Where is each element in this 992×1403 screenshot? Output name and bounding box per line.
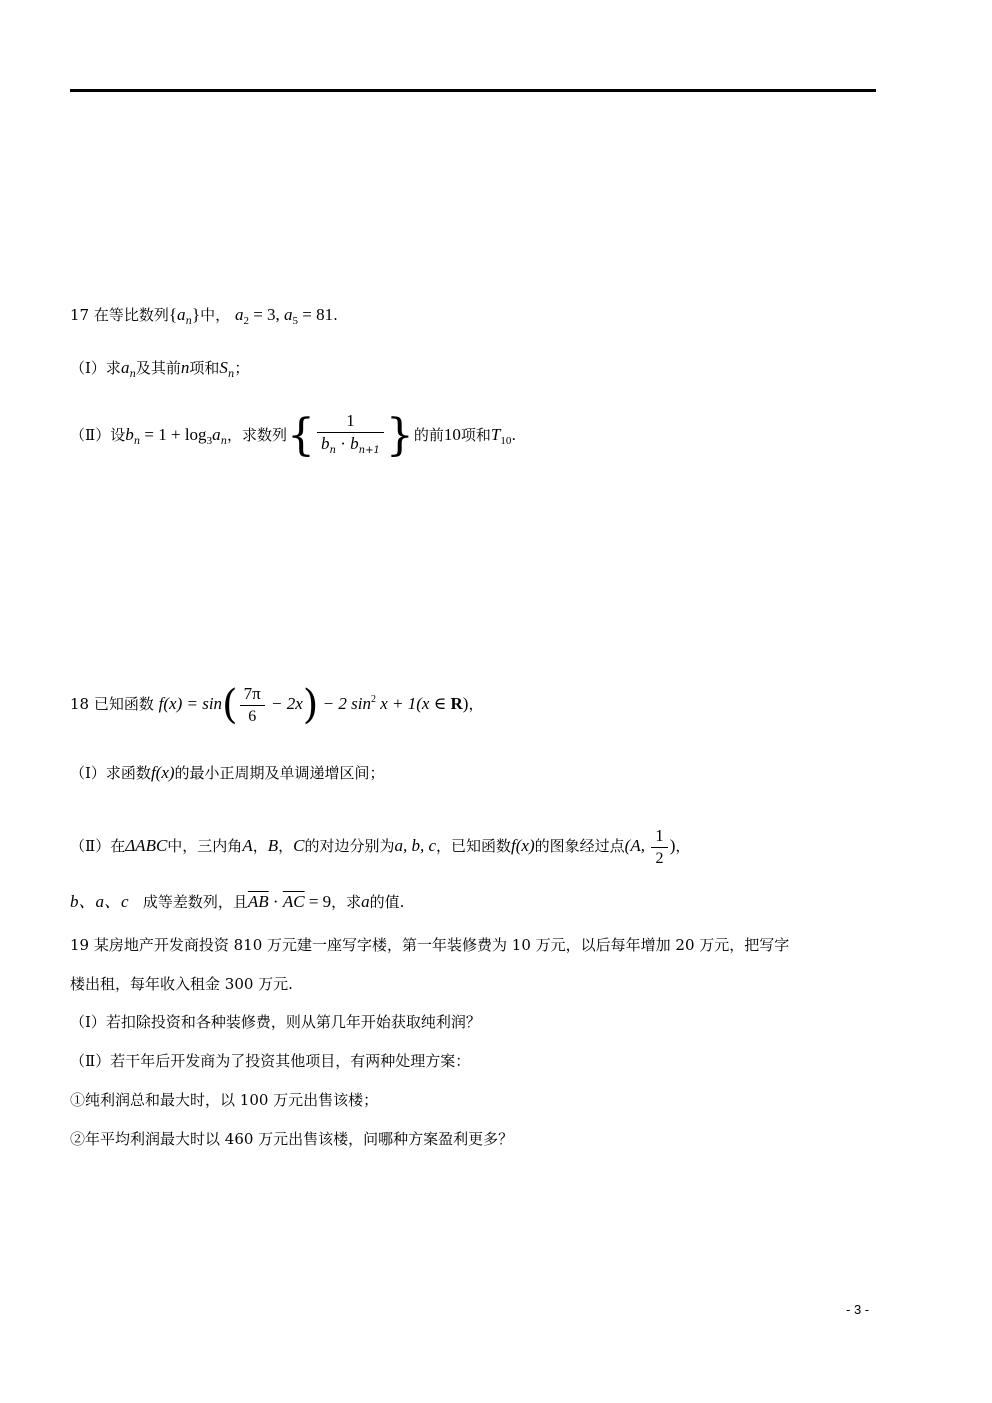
point-fraction: $\frac{1}{2}$ bbox=[651, 825, 668, 870]
problem-19-part-1: （Ⅰ）若扣除投资和各种装修费，则从第几年开始获取纯利润？ bbox=[70, 1013, 481, 1031]
problem-19-line-2: 楼出租，每年收入租金 300 万元. bbox=[70, 975, 293, 993]
problem-18-part-1: （Ⅰ）求函数f(x)的最小正周期及单调递增区间； bbox=[70, 763, 385, 782]
problem-19-option-2: ②年平均利润最大时以 460 万元出售该楼，问哪种方案盈利更多？ bbox=[70, 1130, 514, 1148]
problem-19-option-1: ①纯利润总和最大时，以 100 万元出售该楼； bbox=[70, 1091, 379, 1109]
page-number: - 3 - bbox=[846, 1302, 870, 1317]
header-rule bbox=[70, 89, 876, 92]
problem-18-part-2-cont: b、a、c 成等差数列，且$\overline{AB} \cdot \overline{AC} = 9$，求a的值. bbox=[70, 892, 405, 911]
problem-18-intro: 18 已知函数 f(x) = sin( $\frac{7\pi}{6}$ − 2x) − 2 $\sin^2 x + 1(x$ ∈ R)， bbox=[70, 682, 484, 728]
problem-17-part-2: （Ⅱ）设$b_n = 1 + \log_3a_n$，求数列{ $\frac{1}{b_n \cdot b_{n+1}}$ }的前10项和$T_{10}$. bbox=[70, 410, 517, 461]
problem-17-intro: 17 在等比数列$\{a_n\}$中， $a_2 = 3$, $a_5 = 81$. bbox=[70, 305, 338, 327]
sequence-fraction: $\frac{1}{b_n \cdot b_{n+1}}$ bbox=[317, 410, 384, 462]
problem-19-part-2: （Ⅱ）若干年后开发商为了投资其他项目，有两种处理方案： bbox=[70, 1052, 471, 1070]
problem-17-part-1: （Ⅰ）求$a_n$及其前n项和$S_n$； bbox=[70, 358, 250, 380]
function-fraction: $\frac{7\pi}{6}$ bbox=[240, 683, 265, 728]
problem-18-part-2: （Ⅱ）在ΔABC中，三内角A，B，C的对边分别为a, b, c，已知函数f(x)的图象经过点(A, $\frac{1}{2}$ )， bbox=[70, 822, 690, 870]
problem-19-line-1: 19 某房地产开发商投资 810 万元建一座写字楼，第一年装修费为 10 万元，以后每年增加 20 万元，把写字 bbox=[70, 936, 790, 954]
